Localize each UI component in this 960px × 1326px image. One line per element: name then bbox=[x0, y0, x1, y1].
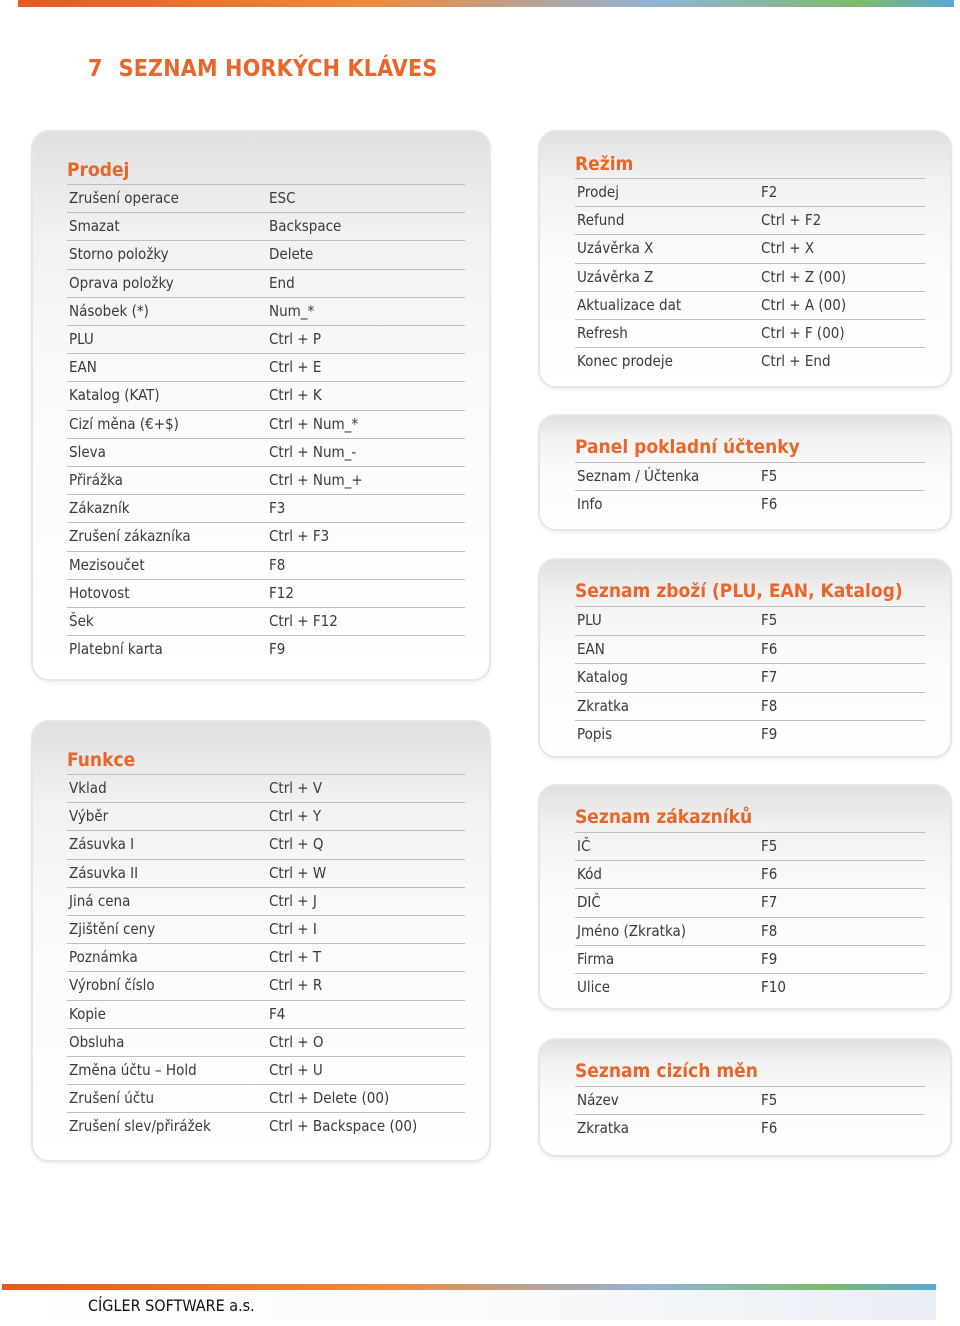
hotkey-shortcut: Delete bbox=[269, 245, 314, 264]
hotkey-row bbox=[575, 263, 925, 292]
hotkey-row bbox=[575, 1114, 925, 1143]
hotkey-action: Ulice bbox=[577, 978, 611, 996]
hotkey-action: Storno položky bbox=[69, 245, 169, 264]
hotkey-action: Přirážka bbox=[69, 471, 123, 489]
hotkey-action: Uzávěrka X bbox=[577, 239, 654, 258]
hotkey-row bbox=[67, 1028, 465, 1057]
hotkey-shortcut: F10 bbox=[761, 978, 786, 996]
hotkey-action: Aktualizace dat bbox=[577, 295, 682, 314]
hotkey-action: Zrušení operace bbox=[69, 189, 179, 207]
hotkey-shortcut: Ctrl + Q bbox=[269, 835, 324, 854]
hotkey-shortcut: F8 bbox=[269, 555, 286, 574]
hotkey-action: Firma bbox=[577, 949, 615, 968]
hotkey-shortcut: Ctrl + End bbox=[761, 352, 831, 371]
hotkey-action: Platební karta bbox=[69, 640, 163, 659]
hotkey-row bbox=[67, 1112, 465, 1141]
hotkey-row bbox=[67, 943, 465, 972]
hotkey-row bbox=[575, 720, 925, 749]
hotkey-shortcut: F9 bbox=[269, 640, 286, 659]
hotkey-shortcut: Ctrl + O bbox=[269, 1032, 324, 1051]
hotkey-shortcut: Ctrl + F12 bbox=[269, 612, 338, 630]
hotkey-action: Název bbox=[577, 1091, 619, 1109]
hotkey-shortcut: F7 bbox=[761, 893, 778, 912]
hotkey-row bbox=[575, 319, 925, 348]
hotkey-shortcut: Ctrl + P bbox=[269, 330, 322, 348]
hotkey-shortcut: F9 bbox=[761, 949, 778, 968]
hotkey-row bbox=[575, 888, 925, 917]
hotkey-row bbox=[67, 325, 465, 354]
hotkey-row bbox=[67, 774, 465, 803]
hotkey-shortcut: F5 bbox=[761, 837, 778, 855]
panel-title: Panel pokladní účtenky bbox=[575, 436, 800, 458]
hotkey-shortcut: Ctrl + Delete (00) bbox=[269, 1089, 390, 1108]
hotkey-row bbox=[575, 692, 925, 721]
hotkey-row bbox=[67, 269, 465, 298]
chapter-title: SEZNAM HORKÝCH KLÁVES bbox=[118, 56, 438, 82]
hotkey-action: Zásuvka I bbox=[69, 835, 135, 854]
hotkey-shortcut: F12 bbox=[269, 583, 294, 602]
hotkey-action: Zkratka bbox=[577, 1119, 629, 1138]
hotkey-shortcut: F5 bbox=[761, 1091, 778, 1109]
panel-seznam-zbozi bbox=[538, 558, 952, 758]
hotkey-shortcut: F6 bbox=[761, 865, 778, 884]
hotkey-action: Info bbox=[577, 495, 603, 514]
hotkey-row bbox=[67, 522, 465, 551]
hotkey-action: Jméno (Zkratka) bbox=[577, 921, 687, 940]
hotkey-action: EAN bbox=[577, 639, 605, 658]
panel-prodej bbox=[31, 130, 491, 681]
hotkey-row bbox=[67, 1084, 465, 1113]
hotkey-row bbox=[67, 410, 465, 439]
hotkey-row bbox=[67, 212, 465, 241]
hotkey-row bbox=[67, 240, 465, 269]
hotkey-row bbox=[575, 462, 925, 491]
hotkey-shortcut: Ctrl + Z (00) bbox=[761, 267, 847, 286]
panel-title: Funkce bbox=[67, 749, 136, 771]
hotkey-action: Uzávěrka Z bbox=[577, 267, 654, 286]
hotkey-row bbox=[67, 551, 465, 580]
hotkey-action: Refresh bbox=[577, 324, 628, 342]
hotkey-action: Obsluha bbox=[69, 1032, 125, 1051]
hotkey-row bbox=[575, 635, 925, 664]
hotkey-row bbox=[575, 178, 925, 207]
panel-panel-uctenky bbox=[538, 414, 952, 531]
hotkey-row bbox=[67, 915, 465, 944]
hotkey-row bbox=[67, 802, 465, 831]
hotkey-action: Vklad bbox=[69, 779, 107, 797]
hotkey-action: Konec prodeje bbox=[577, 352, 673, 371]
hotkey-row bbox=[575, 291, 925, 320]
hotkey-shortcut: End bbox=[269, 273, 295, 292]
hotkey-action: Katalog (KAT) bbox=[69, 386, 160, 405]
hotkey-row bbox=[67, 438, 465, 467]
panel-title: Seznam cizích měn bbox=[575, 1060, 758, 1082]
hotkey-shortcut: F6 bbox=[761, 639, 778, 658]
hotkey-action: IČ bbox=[577, 837, 591, 855]
hotkey-shortcut: F5 bbox=[761, 611, 778, 629]
hotkey-row bbox=[67, 466, 465, 495]
hotkey-row bbox=[575, 347, 925, 376]
panel-funkce bbox=[31, 720, 491, 1162]
hotkey-shortcut: Ctrl + Backspace (00) bbox=[269, 1117, 418, 1136]
hotkey-action: Hotovost bbox=[69, 583, 130, 602]
hotkey-action: Zrušení slev/přirážek bbox=[69, 1117, 211, 1136]
hotkey-row bbox=[575, 917, 925, 946]
hotkey-action: DIČ bbox=[577, 893, 601, 912]
hotkey-row bbox=[575, 234, 925, 263]
hotkey-shortcut: Ctrl + E bbox=[269, 358, 322, 377]
hotkey-shortcut: F6 bbox=[761, 1119, 778, 1138]
hotkey-shortcut: F3 bbox=[269, 499, 286, 518]
hotkey-shortcut: Ctrl + A (00) bbox=[761, 295, 847, 314]
hotkey-action: Kopie bbox=[69, 1004, 106, 1023]
footer-company: CÍGLER SOFTWARE a.s. bbox=[88, 1296, 255, 1315]
hotkey-action: Šek bbox=[69, 612, 94, 630]
hotkey-shortcut: Ctrl + W bbox=[269, 863, 327, 882]
hotkey-action: Prodej bbox=[577, 183, 619, 201]
hotkey-row bbox=[67, 579, 465, 608]
hotkey-shortcut: Ctrl + J bbox=[269, 891, 317, 910]
hotkey-shortcut: Ctrl + U bbox=[269, 1061, 323, 1079]
hotkey-row bbox=[67, 184, 465, 213]
hotkey-row bbox=[575, 832, 925, 861]
hotkey-shortcut: F8 bbox=[761, 921, 778, 940]
hotkey-action: Zrušení účtu bbox=[69, 1089, 155, 1108]
hotkey-shortcut: Ctrl + V bbox=[269, 779, 323, 797]
hotkey-action: Jiná cena bbox=[69, 891, 131, 910]
hotkey-action: Změna účtu – Hold bbox=[69, 1061, 197, 1079]
hotkey-shortcut: Num_* bbox=[269, 301, 315, 320]
hotkey-shortcut: ESC bbox=[269, 189, 296, 207]
hotkey-row bbox=[575, 1086, 925, 1115]
hotkey-shortcut: Ctrl + Num_* bbox=[269, 414, 359, 433]
panel-title: Seznam zboží (PLU, EAN, Katalog) bbox=[575, 580, 903, 602]
hotkey-shortcut: Ctrl + T bbox=[269, 948, 322, 967]
hotkey-row bbox=[67, 607, 465, 636]
hotkey-row bbox=[67, 887, 465, 916]
hotkey-shortcut: Ctrl + F2 bbox=[761, 211, 822, 230]
hotkey-action: Výběr bbox=[69, 807, 109, 826]
hotkey-action: Zásuvka II bbox=[69, 863, 139, 882]
hotkey-action: Sleva bbox=[69, 442, 106, 461]
hotkey-row bbox=[575, 945, 925, 974]
hotkey-row bbox=[67, 830, 465, 859]
hotkey-row bbox=[67, 971, 465, 1000]
hotkey-row bbox=[575, 973, 925, 1002]
panel-title: Seznam zákazníků bbox=[575, 806, 753, 828]
hotkey-shortcut: F4 bbox=[269, 1004, 286, 1023]
hotkey-shortcut: F8 bbox=[761, 696, 778, 715]
hotkey-action: Poznámka bbox=[69, 948, 138, 967]
top-color-bar bbox=[18, 0, 954, 7]
hotkey-row bbox=[67, 1000, 465, 1029]
hotkey-row bbox=[575, 663, 925, 692]
hotkey-shortcut: Ctrl + R bbox=[269, 976, 323, 995]
hotkey-action: Výrobní číslo bbox=[69, 976, 155, 995]
hotkey-action: Katalog bbox=[577, 668, 628, 687]
hotkey-shortcut: Ctrl + K bbox=[269, 386, 322, 405]
hotkey-shortcut: Ctrl + I bbox=[269, 920, 317, 938]
hotkey-action: Popis bbox=[577, 725, 613, 744]
hotkey-shortcut: F9 bbox=[761, 725, 778, 744]
hotkey-row bbox=[575, 860, 925, 889]
hotkey-shortcut: F2 bbox=[761, 183, 778, 201]
hotkey-action: Kód bbox=[577, 865, 602, 884]
hotkey-row bbox=[67, 353, 465, 382]
hotkey-shortcut: Ctrl + X bbox=[761, 239, 815, 258]
hotkey-action: Zrušení zákazníka bbox=[69, 527, 191, 546]
hotkey-action: Zákazník bbox=[69, 499, 130, 518]
panel-seznam-zakazniku bbox=[538, 784, 952, 1010]
hotkey-row bbox=[575, 206, 925, 235]
hotkey-shortcut: Ctrl + Num_- bbox=[269, 442, 357, 461]
hotkey-row bbox=[575, 606, 925, 635]
hotkey-shortcut: Ctrl + Y bbox=[269, 807, 322, 826]
hotkey-row bbox=[67, 1056, 465, 1085]
hotkey-row bbox=[67, 635, 465, 664]
hotkey-shortcut: Ctrl + F3 bbox=[269, 527, 330, 546]
hotkey-action: PLU bbox=[577, 611, 602, 629]
panel-title: Prodej bbox=[67, 159, 130, 181]
hotkey-shortcut: F7 bbox=[761, 668, 778, 687]
hotkey-row bbox=[575, 490, 925, 519]
hotkey-row bbox=[67, 381, 465, 410]
hotkey-action: Oprava položky bbox=[69, 273, 174, 292]
page-title bbox=[88, 56, 437, 82]
panel-rezim bbox=[538, 130, 952, 388]
hotkey-action: Mezisoučet bbox=[69, 555, 145, 574]
chapter-number: 7 bbox=[88, 56, 103, 82]
hotkey-row bbox=[67, 859, 465, 888]
hotkey-shortcut: Ctrl + Num_+ bbox=[269, 471, 363, 489]
hotkey-action: Zkratka bbox=[577, 696, 629, 715]
hotkey-action: Násobek (*) bbox=[69, 301, 149, 320]
hotkey-shortcut: Ctrl + F (00) bbox=[761, 324, 845, 342]
hotkey-shortcut: Backspace bbox=[269, 217, 342, 236]
hotkey-action: Smazat bbox=[69, 217, 120, 236]
hotkey-action: PLU bbox=[69, 330, 94, 348]
hotkey-shortcut: F6 bbox=[761, 495, 778, 514]
hotkey-action: Seznam / Účtenka bbox=[577, 467, 700, 485]
hotkey-row bbox=[67, 297, 465, 326]
hotkey-shortcut: F5 bbox=[761, 467, 778, 485]
hotkey-row bbox=[67, 494, 465, 523]
hotkey-action: Cizí měna (€+$) bbox=[69, 414, 179, 433]
hotkey-action: EAN bbox=[69, 358, 97, 377]
hotkey-action: Zjištění ceny bbox=[69, 920, 156, 938]
panel-seznam-men bbox=[538, 1038, 952, 1157]
hotkey-action: Refund bbox=[577, 211, 625, 230]
panel-title: Režim bbox=[575, 153, 634, 175]
